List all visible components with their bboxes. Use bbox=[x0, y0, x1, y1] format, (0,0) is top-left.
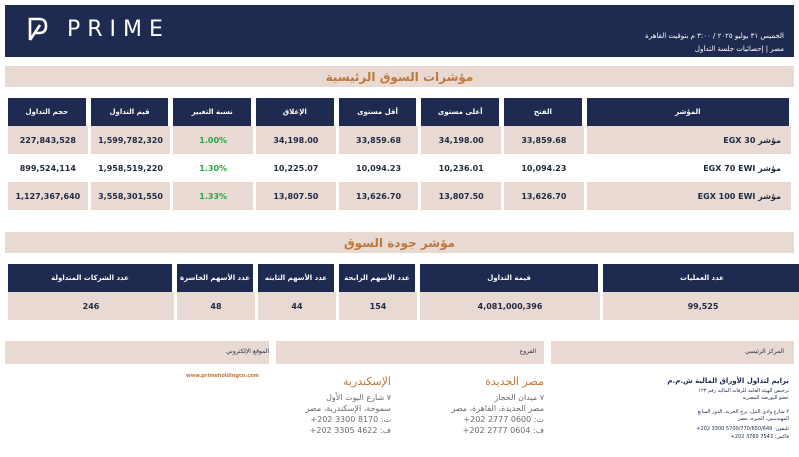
brand-name: PRIME bbox=[67, 16, 170, 42]
indices-table bbox=[5, 98, 794, 210]
indices-section-title: مؤشرات السوق الرئيسية bbox=[325, 69, 474, 84]
transactions-cell: 99,525 bbox=[603, 292, 799, 320]
losers-cell: 48 bbox=[177, 292, 255, 320]
address-line: ٧ ميدان الحجاز bbox=[494, 393, 544, 402]
branch-heliopolis-city: مصر الجديدة bbox=[485, 375, 544, 388]
website-link[interactable]: www.primeholdingco.com bbox=[186, 373, 259, 379]
phone-line: ت: 8170 3300 202+ bbox=[310, 415, 391, 424]
table-row bbox=[8, 154, 791, 182]
index-name-cell: مؤشر EGX 30 bbox=[587, 126, 791, 154]
phone-line: ت: 0600 2777 202+ bbox=[463, 415, 544, 424]
hq-title: المركز الرئيسي bbox=[745, 348, 784, 355]
col-trade-value: قيمة التداول bbox=[420, 264, 600, 292]
index-name-cell: مؤشر EGX 70 EWI bbox=[703, 163, 781, 173]
value-cell: 3,558,301,550 bbox=[91, 182, 171, 210]
open-cell: 33,859.68 bbox=[504, 126, 584, 154]
hq-phone-line: تليفون: 5700/770/650/649 3300 202+ bbox=[696, 426, 789, 432]
col-traded-companies: عدد الشركات المتداولة bbox=[8, 264, 174, 292]
volume-cell: 899,524,114 bbox=[19, 163, 76, 173]
col-transactions: عدد العمليات bbox=[603, 264, 799, 292]
address-line: سموحة، الإسكندرية، مصر bbox=[305, 404, 391, 413]
col-losers: عدد الأسهم الخاسرة bbox=[177, 264, 255, 292]
trade-value-cell: 4,081,000,396 bbox=[420, 292, 600, 320]
table-row bbox=[8, 126, 791, 154]
col-change: نسبة التغيير bbox=[173, 98, 253, 126]
high-cell: 34,198.00 bbox=[421, 126, 501, 154]
address-line: مصر الجديدة، القاهرة، مصر bbox=[451, 404, 544, 413]
col-gainers: عدد الأسهم الرابحة bbox=[339, 264, 417, 292]
prime-logo-icon bbox=[27, 16, 49, 42]
hq-address-line: ٢ شارع وادي النيل، برج الحرية، الدور السابع bbox=[697, 409, 789, 415]
branches-title: الفروع bbox=[519, 348, 536, 355]
open-cell: 10,094.23 bbox=[521, 163, 567, 173]
col-low: أقل مستوى bbox=[339, 98, 419, 126]
hq-member-line: عضو البورصة المصرية bbox=[742, 395, 789, 401]
col-close: الإغلاق bbox=[256, 98, 336, 126]
fax-line: ف: 4622 3305 202+ bbox=[309, 426, 391, 435]
value-cell: 1,958,519,220 bbox=[98, 163, 163, 173]
report-date: الخميس ٣١ يوليو ٢٠٢٥ / ٣:٠٠ م بتوقيت القاهرة bbox=[645, 32, 784, 40]
col-high: أعلى مستوى bbox=[421, 98, 501, 126]
hq-license-line: ترخيص الهيئة العامة للرقابة المالية رقم ١٢٣ bbox=[698, 388, 789, 394]
table-row bbox=[8, 292, 799, 320]
brand-logo bbox=[27, 16, 170, 42]
low-cell: 10,094.23 bbox=[356, 163, 402, 173]
fax-line: ف: 0604 2777 202+ bbox=[462, 426, 544, 435]
report-subtitle: مصر | إحصائيات جلسة التداول bbox=[694, 45, 784, 53]
volume-cell: 1,127,367,640 bbox=[8, 182, 88, 210]
low-cell: 13,626.70 bbox=[339, 182, 419, 210]
index-name-cell: مؤشر EGX 100 EWI bbox=[587, 182, 791, 210]
quality-section-band bbox=[5, 232, 794, 253]
quality-table bbox=[5, 264, 799, 320]
close-cell: 13,807.50 bbox=[256, 182, 336, 210]
branches-box bbox=[276, 341, 544, 364]
change-cell: 1.30% bbox=[199, 163, 228, 173]
col-unchanged: عدد الأسهم الثابته bbox=[258, 264, 336, 292]
branch-alexandria-city: الإسكندرية bbox=[343, 375, 391, 388]
col-value: قيم التداول bbox=[91, 98, 171, 126]
hq-address-line: المهندسين، الجيزة، مصر bbox=[738, 416, 789, 422]
value-cell: 1,599,782,320 bbox=[91, 126, 171, 154]
change-cell: 1.00% bbox=[173, 126, 253, 154]
close-cell: 34,198.00 bbox=[256, 126, 336, 154]
open-cell: 13,626.70 bbox=[504, 182, 584, 210]
col-index: المؤشر bbox=[587, 98, 791, 126]
gainers-cell: 154 bbox=[339, 292, 417, 320]
traded-companies-cell: 246 bbox=[8, 292, 174, 320]
report-header bbox=[5, 5, 794, 57]
unchanged-cell: 44 bbox=[258, 292, 336, 320]
quality-section-title: مؤشر جودة السوق bbox=[343, 235, 456, 250]
address-line: ٧ شارع اليوت الأول bbox=[326, 393, 391, 402]
close-cell: 10,225.07 bbox=[273, 163, 319, 173]
change-cell: 1.33% bbox=[173, 182, 253, 210]
branch-heliopolis-address bbox=[451, 392, 544, 436]
high-cell: 10,236.01 bbox=[438, 163, 484, 173]
branch-alexandria-address bbox=[306, 392, 391, 436]
indices-section-band bbox=[5, 66, 794, 87]
table-row bbox=[8, 182, 791, 210]
col-open: الفتح bbox=[504, 98, 584, 126]
volume-cell: 227,843,528 bbox=[8, 126, 88, 154]
col-volume: حجم التداول bbox=[8, 98, 88, 126]
hq-company-name: برايم لتداول الأوراق المالية ش.م.م bbox=[667, 377, 789, 385]
high-cell: 13,807.50 bbox=[421, 182, 501, 210]
low-cell: 33,859.68 bbox=[339, 126, 419, 154]
hq-fax-line: فاكس: 7543 3760 202+ bbox=[730, 434, 789, 440]
website-title: الموقع الإلكتروني bbox=[226, 348, 269, 355]
